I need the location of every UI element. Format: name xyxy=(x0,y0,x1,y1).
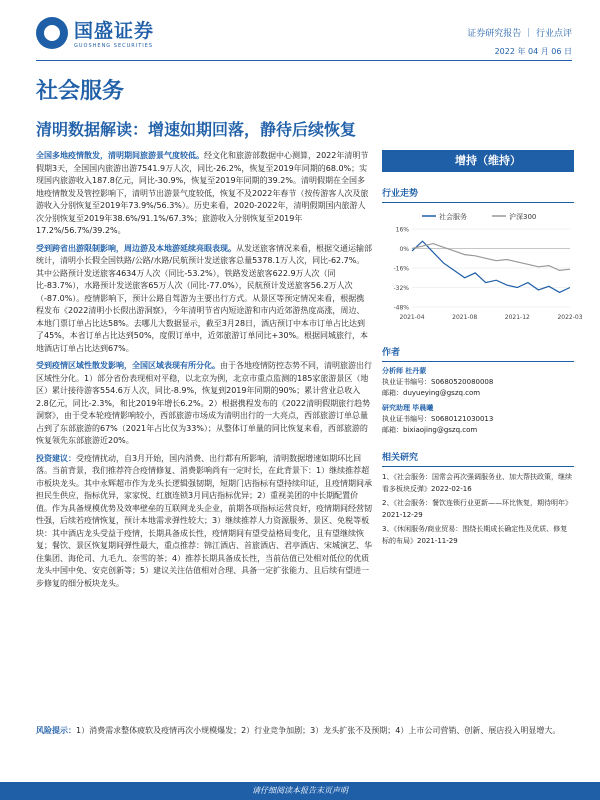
y-tick-label: -16% xyxy=(393,265,409,273)
legend-label: 社会服务 xyxy=(439,213,467,221)
series-line xyxy=(412,244,570,271)
paragraph-2-text: 从发送旅客情况来看，根据交通运输部统计，清明小长假全国铁路/公路/水路/民航预计发送旅客总量5378.1万人次，同比-62.7%。其中公路预计发送旅客4634万人次（同比-53.2%），铁路发送旅客622.9万人次（同比-83.7%），水路预计发送旅客65万人次（同比-77.0%），民航预计发送旅客56.2万人次（-87.0%）。疫情影响下，预计公路自驾游为主要出行方式。从景区等预定情况来看，根据携程发布《2022清明小长假出游洞察》，今年清明节省内短途游和市内近郊游热度高涨，周边、本地门票订单占比达58%。去哪儿大数据显示，截至3月28日，酒店预订中本市订单占比达到了45%，本省订单占比达到50%，度假订单中，近郊旅游订单同比+30%。根据同城旅行，本地酒店订单占比达到67%。 xyxy=(36,243,372,353)
sidebar xyxy=(382,150,583,549)
risk-text: 1）消费需求整体疲软及疫情再次小规模爆发；2）行业竞争加剧；3）龙头扩张不及预期；4）上市公司营销、创新、展店投入明显增大。 xyxy=(76,726,561,735)
risk-label: 风险提示： xyxy=(36,726,76,735)
analyst-2-email-label: 邮箱： xyxy=(382,426,403,434)
author-title: 作者 xyxy=(382,345,574,362)
y-tick-label: 16% xyxy=(395,226,409,234)
company-name-cn: 国盛证券 xyxy=(74,20,155,42)
analyst-2-email[interactable]: bixiaojing@gszq.com xyxy=(403,426,478,434)
x-tick-label: 2021-04 xyxy=(399,314,425,321)
paragraph-1 xyxy=(36,150,372,238)
report-title: 清明数据解读：增速如期回落，静待后续恢复 xyxy=(36,120,357,139)
company-logo xyxy=(36,16,154,49)
paragraph-4-text: 受疫情扰动，自3月开始，国内消费、出行都有所影响，清明数据增速如期环比回落。当前背景，我们推荐符合疫情修复、消费影响尚有一定时长，在此背景下：1）继续推荐超市板块龙头。其中永辉超市作为龙头长逻辑强韧期，短期门店指标有望持续印证，且疫情期间承担民生供应，指标优异，家家悦、红旗连锁3月同店指标优异；2）重视美团的中长期配置价值。作为具备规模优势及效率壁垒的互联网龙头企业，前期各项指标运营良好，疫情期间经营韧性强，后续若疫情恢复，预计本地需求弹性较大；3）继续推荐人力资源服务、景区、免税等板块：其中酒店龙头受益于疫情，长期具备成长性，疫情期间有望受益格局变化，且有望继续恢复；餐饮、景区恢复期间弹性最大，重点推荐：锦江酒店、首旅酒店、君亭酒店、宋城演艺、华住集团、海伦司、九毛九、奈雪的茶；4）推荐长期具备成长性，当前估值已处相对低位的优质龙头中国中免、安克创新等；5）建议关注估值相对合理、具备一定扩张能力、且后续有望进一步修复的细分板块龙头。 xyxy=(36,453,372,588)
related-title: 相关研究 xyxy=(382,450,574,467)
report-date: 2022 年 04 月 06 日 xyxy=(494,47,572,56)
x-tick-label: 2021-12 xyxy=(504,314,530,321)
related-item[interactable]: 2、《社会服务：餐饮连锁行业更新——环比恢复，期待明年》2021-12-29 xyxy=(382,499,572,519)
analyst-2-cert: S0680121030013 xyxy=(431,415,494,423)
rating-badge: 增持（维持） xyxy=(382,150,574,172)
y-tick-label: -48% xyxy=(393,304,409,312)
related-list xyxy=(382,471,574,547)
analyst-1-email[interactable]: duyueying@gszq.com xyxy=(403,389,481,397)
analyst-2-cert-label: 执业证书编号： xyxy=(382,415,431,423)
x-tick-label: 2022-03 xyxy=(557,314,583,321)
report-type: 证券研究报告 ｜ 行业点评 xyxy=(467,29,572,39)
logo-icon xyxy=(36,17,68,49)
paragraph-4 xyxy=(36,453,372,591)
analyst-1-role: 分析师 xyxy=(382,367,403,375)
x-tick-label: 2021-08 xyxy=(452,314,478,321)
footer: 请仔细阅读本报告末页声明 xyxy=(0,782,600,800)
y-tick-label: 0% xyxy=(399,246,409,253)
company-name-en: GUOSHENG SECURITIES xyxy=(74,43,154,49)
header-divider xyxy=(36,60,572,61)
main-body xyxy=(36,150,372,595)
analyst-1 xyxy=(382,366,574,399)
paragraph-3 xyxy=(36,360,372,448)
paragraph-3-highlight: 受到疫情区域性散发影响，全国区域表现有所分化。 xyxy=(36,361,220,370)
paragraph-1-text: 经文化和旅游部数据中心测算，2022年清明节假期3天，全国国内旅游出游7541.9万人次，同比-26.2%，恢复至2019年同期的68.0%；实现国内旅游收入187.8亿元，同比-30.9%，恢复至2019年同期的39.2%。清明假期在全国多地疫情散发及管控影响下，清明节出游景气度较低，恢复不及2022年春节（按传游客人次及旅游收入分别恢复至2019年73.9%/56.3%）。历史来看，2020-2022年，清明假期国内旅游人次分别恢复至2019年38.6%/91.1%/67.3%；旅游收入分别恢复至2019年17.2%/56.7%/39.2%。 xyxy=(36,151,369,235)
analyst-2 xyxy=(382,403,574,436)
paragraph-4-highlight: 投资建议： xyxy=(36,453,76,463)
related-item[interactable]: 3、《休闲服务/商业贸易：围绕长期成长确定性及优质、修复标的布局》2021-11-29 xyxy=(382,525,568,545)
analyst-1-cert-label: 执业证书编号： xyxy=(382,378,431,386)
trend-title: 行业走势 xyxy=(382,186,574,203)
trend-chart xyxy=(382,207,583,327)
y-tick-label: -32% xyxy=(393,285,409,292)
risk-warning xyxy=(36,724,574,737)
paragraph-2 xyxy=(36,243,372,356)
paragraph-3-text: 由于各地疫情防控态势不同，清明旅游出行区域性分化。1）部分省份表现相对平稳，以北京为例，北京市重点监测的185家旅游景区（地区）累计接待游客554.6万人次，同比-8.9%，恢复到2019年同期的90%；累计营业总收入2.8亿元，同比-2.3%，和比2019年增长6.2%。2）根据携程发布的《2022清明假期旅行趋势洞察》，由于受本轮疫情影响较小，西部旅游市场成为清明出行的一大亮点，西部旅游订单总量占到了东部旅游的67%（2021年占比仅为33%）；从整体订单量的同比恢复来看，西部旅游的恢复领先东部旅游近20%。 xyxy=(36,361,372,445)
analyst-1-cert: S0680520080008 xyxy=(431,378,494,386)
paragraph-2-highlight: 受到跨省出游限制影响，周边游及本地游延续亮眼表现。 xyxy=(36,243,236,253)
analyst-1-email-label: 邮箱： xyxy=(382,389,403,397)
paragraph-1-highlight: 全国多地疫情散发，清明期间旅游景气度较低。 xyxy=(36,151,204,160)
analyst-2-name: 毕晨曦 xyxy=(412,404,434,412)
analyst-2-role: 研究助理 xyxy=(382,404,410,412)
sector-title: 社会服务 xyxy=(36,79,125,104)
series-line xyxy=(412,241,570,292)
analyst-1-name: 杜丹蒙 xyxy=(405,367,427,375)
legend-label: 沪深300 xyxy=(509,213,537,221)
related-item[interactable]: 1、《社会服务：国常会再次强调服务业、加大帮扶政策，继续看多板块反弹》2022-02-16 xyxy=(382,473,572,493)
